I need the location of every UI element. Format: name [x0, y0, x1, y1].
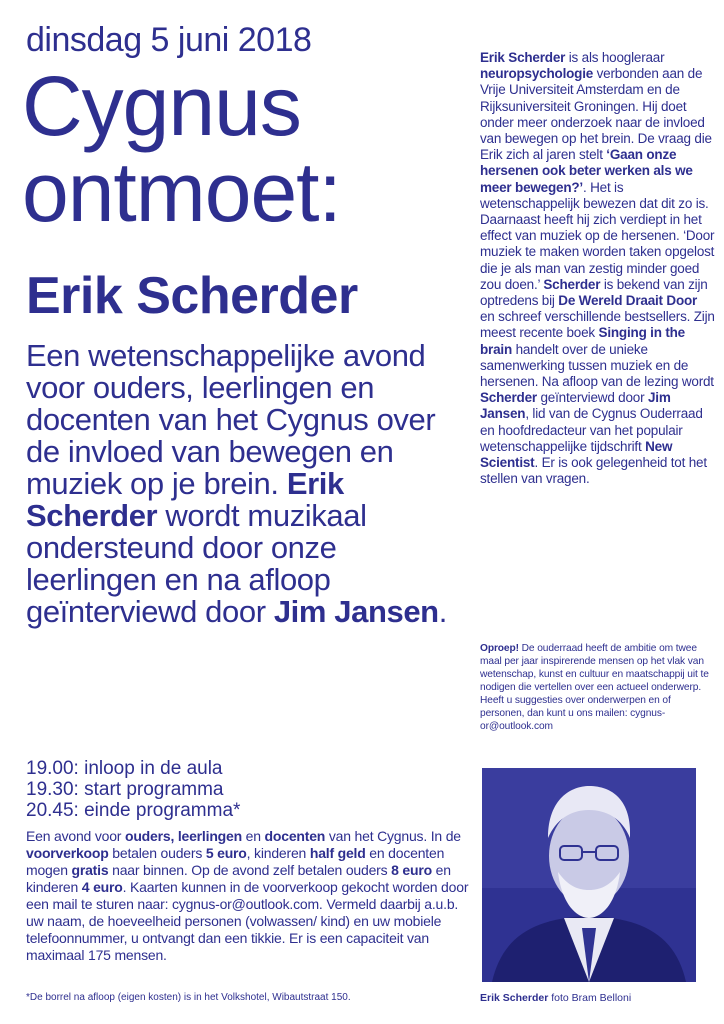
title-line-2: ontmoet: — [22, 145, 341, 239]
footnote: *De borrel na afloop (eigen kosten) is in het Volkshotel, Wibautstraat 150. — [26, 992, 351, 1003]
intro-name-jansen: Jim Jansen — [273, 594, 439, 629]
schedule-item: 19.00: inloop in de aula — [26, 758, 223, 779]
ticket-description: Een avond voor ouders, leerlingen en docenten van het Cygnus. In de voorverkoop betalen ouders 5 euro, kinderen half geld en docenten mogen gratis naar binnen. Op de avond zelf betalen ouders 8 euro en kinderen 4 euro. Kaarten kunnen in de voorverkoop gekocht worden door een mail te sturen naar: cygnus-or@outlook.com. Vermeld daarbij a.u.b. uw naam, de hoeveelheid personen (volwassen/ kind) en uw mobiele telefoonnummer, u ontvangt dan een tikkie. Er is een capaciteit van maximaal 175 mensen. — [26, 828, 469, 963]
portrait-photo-icon — [482, 768, 696, 982]
oproep-notice: Oproep! De ouderraad heeft de ambitie om twee maal per jaar inspirerende mensen op het vlak van wetenschap, kunst en cultuur en maatschappij uit te nodigen die vertellen over een actueel onderwerp. Heeft u suggesties over onderwerpen en of personen, dan kunt u ons mailen: cygnus-or@outlook.com — [480, 643, 709, 732]
schedule-item: 19.30: start programma — [26, 779, 224, 800]
schedule-item: 20.45: einde programma* — [26, 800, 241, 821]
photo-caption: Erik Scherder foto Bram Belloni — [480, 992, 632, 1004]
bio-column: Erik Scherder is als hoogleraar neuropsychologie verbonden aan de Vrije Universiteit Amsterdam en de Rijksuniversiteit Groningen. Hij doet onder meer onderzoek naar de invloed van bewegen op het brein. De vraag die Erik zich al jaren stelt ‘Gaan onze hersenen ook beter werken als we meer bewegen?’. Het is wetenschappelijk bewezen dat dit zo is. Daarnaast heeft hij zich verdiept in het effect van muziek op de hersenen. ‘Door muziek te maken worden taken opgelost die je als man van zestig minder goed zou doen.’ Scherder is bekend van zijn optredens bij De Wereld Draait Door en schreef verschillende bestsellers. Zijn meest recente boek Singing in the brain handelt over de unieke samenwerking tussen muziek en de hersenen. Na afloop van de lezing wordt Scherder geïnterviewd door Jim Jansen, lid van de Cygnus Ouderraad en hoofdredacteur van het populair wetenschappelijke tijdschrift New Scientist. Er is ook gelegenheid tot het stellen van vragen. — [480, 50, 715, 487]
schedule — [26, 758, 466, 821]
portrait-illustration — [482, 768, 696, 982]
intro-paragraph: Een wetenschappelijke avond voor ouders, leerlingen en docenten van het Cygnus over de invloed van bewegen en muziek op je brein. Erik Scherder wordt muzikaal ondersteund door onze leerlingen en na afloop geïnterviewd door Jim Jansen. — [26, 338, 447, 629]
title-line-1: Cygnus — [22, 59, 301, 153]
intro-name-scherder: Erik Scherder — [26, 466, 344, 533]
title-name: Erik Scherder — [26, 267, 358, 325]
date: dinsdag 5 juni 2018 — [26, 21, 312, 59]
